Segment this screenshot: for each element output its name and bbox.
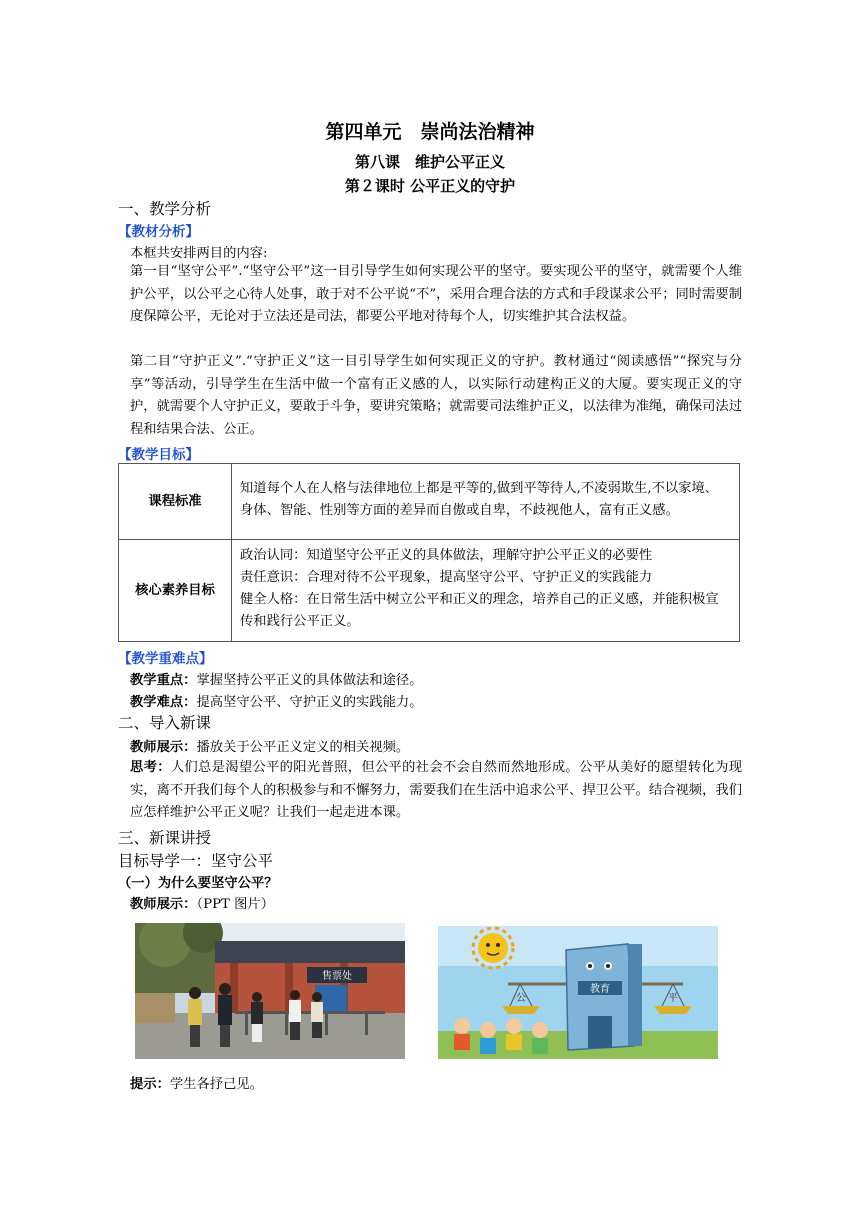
teacher-show-ppt-line	[130, 893, 274, 912]
key-difficult-points-tag: 【教学重难点】	[118, 651, 213, 667]
think-label: 思考：	[130, 760, 171, 775]
section-heading-intro: 二、导入新课	[118, 714, 212, 732]
curriculum-standard-label: 课程标准	[119, 464, 232, 540]
paragraph-second-item: 第二目“守护正义”.“守护正义”这一目引导学生如何实现正义的守护。教材通过“阅读感悟”“探究与分享”等活动，引导学生在生活中做一个富有正义感的人，以实际行动建构正义的大厦。要实现正义的守护，就需要个人守护正义，要敢于斗争，要讲究策略；就需要司法维护正义，以法律为准绳，确保司法过程和结果合法、公正。	[130, 354, 742, 437]
difficult-point-line	[130, 691, 423, 710]
ticket-office-sign: 售票处	[322, 971, 352, 982]
teaching-goals-table	[118, 463, 740, 642]
education-fairness-cartoon	[438, 926, 718, 1059]
key-point-line	[130, 669, 423, 688]
core-literacy-personality: 健全人格：在日常生活中树立公平和正义的理念，培养自己的正义感，并能积极宣传和践行公平正义。	[240, 592, 719, 629]
think-text: 人们总是渴望公平的阳光普照，但公平的社会不会自然而然地形成。公平从美好的愿望转化为现实，离不开我们每个人的积极参与和不懈努力，需要我们在生活中追求公平、捍卫公平。结合视频，我们应怎样维护公平正义呢？让我们一起走进本课。	[130, 760, 743, 820]
core-literacy-political: 政治认同：知道坚守公平正义的具体做法，理解守护公平正义的必要性	[240, 548, 653, 563]
subsection-heading-why: （一）为什么要坚守公平？	[118, 876, 278, 891]
difficult-point-label: 教学难点：	[130, 695, 197, 710]
core-literacy-content	[232, 540, 740, 642]
queue-photo	[135, 923, 405, 1059]
key-point-text: 掌握坚持公平正义的具体做法和途径。	[196, 673, 423, 688]
table-row-curriculum	[119, 464, 740, 540]
intro-line: 本框共安排两目的内容:	[130, 246, 268, 261]
paragraph-first-item: 第一目“坚守公平”.“坚守公平”这一目引导学生如何实现公平的坚守。要实现公平的坚守，就需要个人维护公平，以公平之心待人处事，敢于对不公平说“不”，采用合理合法的方式和手段谋求公平；同时需要制度保障公平，无论对于立法还是司法，都要公平地对待每个人，切实维护其合法权益。	[130, 264, 742, 324]
pan-left-label: 公	[516, 993, 526, 1004]
teacher-show-text: 播放关于公平正义定义的相关视频。	[196, 740, 410, 755]
section-heading-lecture: 三、新课讲授	[118, 829, 212, 847]
curriculum-standard-content: 知道每个人在人格与法律地位上都是平等的,做到平等待人,不凌弱欺生,不以家境、身体、智能、性别等方面的差异而自傲或自卑，不歧视他人，富有正义感。	[232, 464, 740, 540]
teaching-goals-tag: 【教学目标】	[118, 447, 199, 463]
education-building-icon	[566, 944, 642, 1050]
table-row-core-literacy	[119, 540, 740, 642]
key-point-label: 教学重点：	[130, 673, 197, 688]
teacher-show-ppt-text: （PPT 图片）	[196, 897, 275, 912]
teacher-show-ppt-label: 教师展示：	[130, 897, 197, 912]
teacher-show-label: 教师展示：	[130, 740, 197, 755]
hint-label: 提示：	[130, 1077, 170, 1092]
section-heading-analysis: 一、教学分析	[118, 200, 212, 218]
textbook-analysis-tag: 【教材分析】	[118, 224, 199, 240]
think-paragraph	[130, 757, 742, 825]
core-literacy-label: 核心素养目标	[119, 540, 232, 642]
period-title: 第２课时 公平正义的守护	[344, 177, 516, 195]
pan-right-label: 平	[668, 993, 678, 1004]
hint-line	[130, 1073, 263, 1092]
goal-guide-heading: 目标导学一：坚守公平	[118, 852, 274, 870]
teacher-show-line	[130, 736, 409, 755]
lesson-title: 第八课 维护公平正义	[354, 153, 505, 171]
unit-title: 第四单元 崇尚法治精神	[325, 121, 535, 143]
hint-text: 学生各抒己见。	[169, 1077, 263, 1092]
core-literacy-responsibility: 责任意识：合理对待不公平现象，提高坚守公平、守护正义的实践能力	[240, 570, 653, 585]
difficult-point-text: 提高坚守公平、守护正义的实践能力。	[196, 695, 423, 710]
building-label: 教育	[590, 984, 610, 995]
